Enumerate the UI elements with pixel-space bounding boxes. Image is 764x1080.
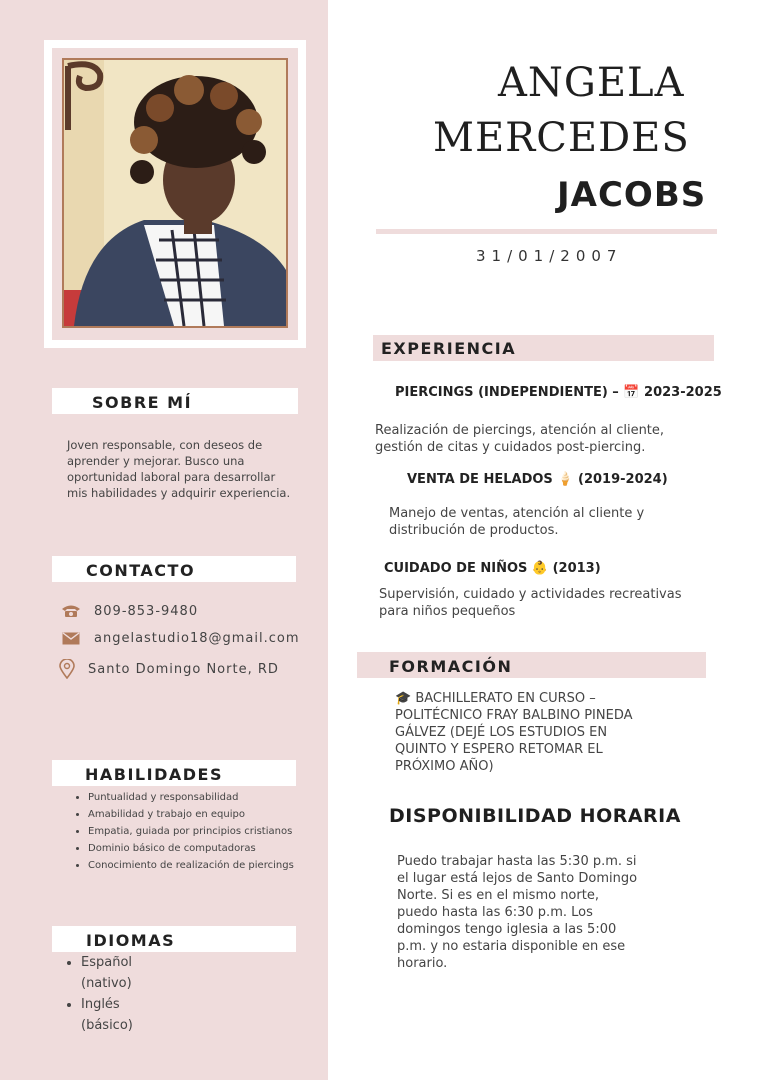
contact-phone	[60, 601, 198, 621]
name-middle: MERCEDES	[433, 115, 690, 161]
phone-icon	[60, 602, 82, 620]
profile-photo	[62, 58, 288, 328]
name-first: ANGELA	[498, 60, 685, 106]
language-level: (básico)	[81, 1018, 133, 1033]
experience-title: EXPERIENCIA	[381, 339, 517, 358]
contact-phone-text: 809-853-9480	[94, 603, 199, 619]
about-text: Joven responsable, con deseos de aprender y mejorar. Busco una oportunidad laboral para desarrollar mis habilidades y adquirir experiencia.	[67, 438, 291, 500]
job-description: Supervisión, cuidado y actividades recreativas para niños pequeños	[379, 587, 682, 619]
name-divider	[376, 229, 717, 234]
list-item	[81, 994, 281, 1036]
job-title: PIERCINGS (INDEPENDIENTE) – 📅 2023-2025	[395, 385, 722, 400]
location-icon	[56, 660, 78, 678]
skills-title: HABILIDADES	[85, 765, 223, 784]
job-description: Realización de piercings, atención al cliente, gestión de citas y cuidados post-piercing.	[375, 423, 665, 455]
availability-title: DISPONIBILIDAD HORARIA	[389, 805, 681, 827]
about-title: SOBRE MÍ	[92, 393, 193, 412]
language-level: (nativo)	[81, 976, 132, 991]
date-of-birth: 31/01/2007	[476, 247, 623, 265]
list-item: • Conocimiento de realización de piercings	[88, 857, 328, 874]
name-last: JACOBS	[557, 175, 707, 215]
mail-icon	[60, 629, 82, 647]
language-name: Inglés	[81, 997, 120, 1012]
contact-title: CONTACTO	[86, 561, 196, 580]
contact-location-text: Santo Domingo Norte, RD	[88, 661, 279, 677]
list-item: • Puntualidad y responsabilidad	[88, 789, 328, 806]
list-item: • Empatia, guiada por principios cristianos	[88, 823, 328, 840]
list-item: • Amabilidad y trabajo en equipo	[88, 806, 328, 823]
education-text: 🎓 BACHILLERATO EN CURSO – POLITÉCNICO FRAY BALBINO PINEDA GÁLVEZ (DEJÉ LOS ESTUDIOS EN QUINTO Y ESPERO RETOMAR EL PRÓXIMO AÑO)	[395, 691, 633, 774]
list-item	[81, 952, 281, 994]
contact-location	[56, 659, 279, 679]
job-title: VENTA DE HELADOS 🍦 (2019-2024)	[407, 472, 668, 487]
job-title: CUIDADO DE NIÑOS 👶 (2013)	[384, 561, 601, 576]
list-item: • Dominio básico de computadoras	[88, 840, 328, 857]
languages-title: IDIOMAS	[86, 931, 176, 950]
contact-email-text: angelastudio18@gmail.com	[94, 630, 300, 646]
availability-text: Puedo trabajar hasta las 5:30 p.m. si el lugar está lejos de Santo Domingo Norte. Si es en el mismo norte, puedo hasta las 6:30 p.m. Los domingos tengo iglesia a las 5:00 p.m. y no estaria disponible en ese horario.	[397, 854, 638, 971]
languages-list	[64, 952, 281, 1036]
job-description: Manejo de ventas, atención al cliente y distribución de productos.	[389, 506, 645, 538]
language-name: Español	[81, 955, 133, 970]
contact-email[interactable]	[60, 628, 300, 648]
education-title: FORMACIÓN	[389, 657, 513, 676]
skills-list	[72, 789, 328, 874]
